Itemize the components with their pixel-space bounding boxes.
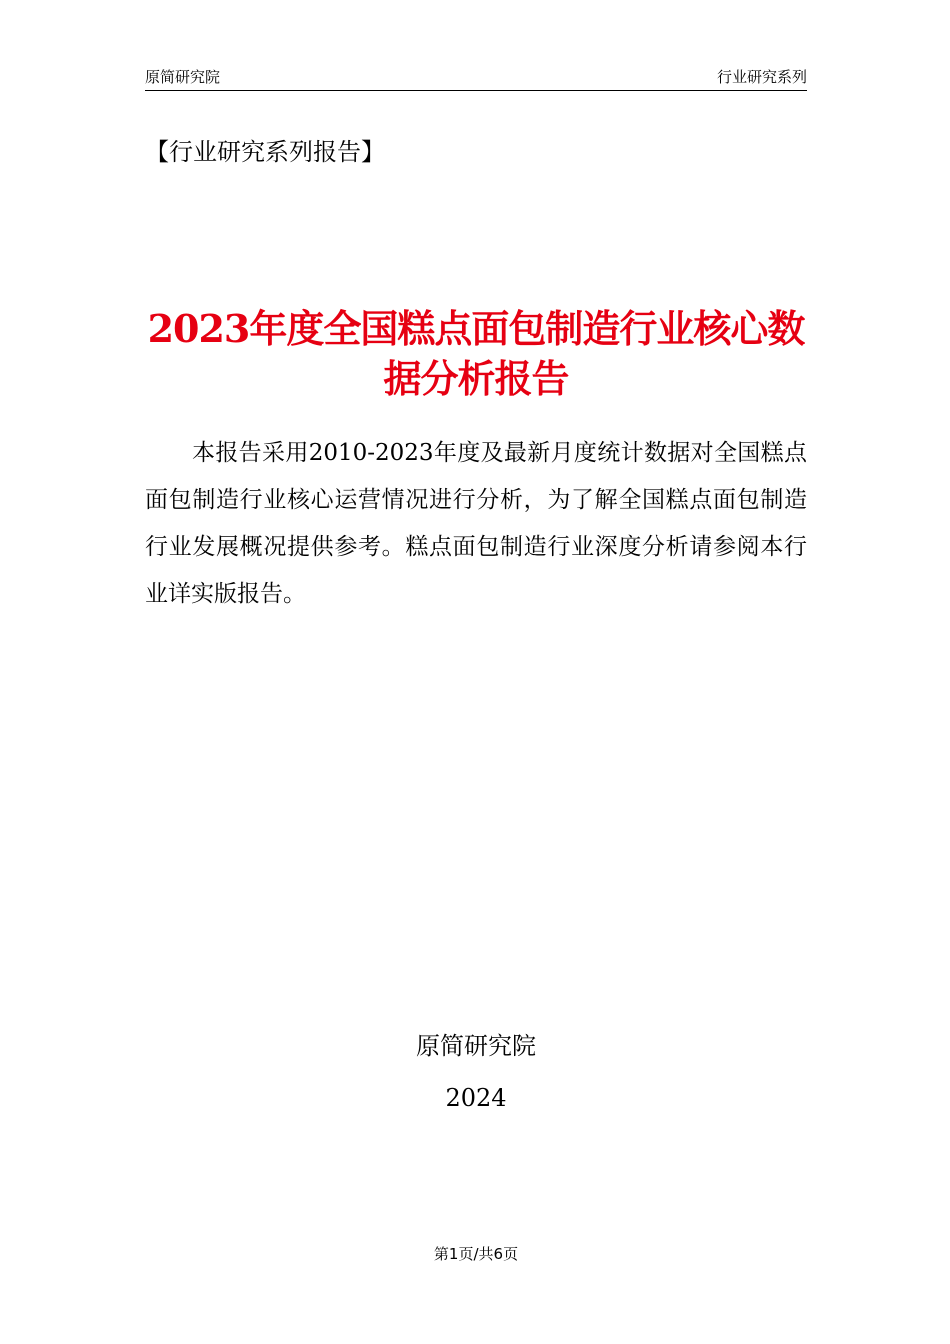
page-header — [145, 64, 807, 91]
series-tag: 【行业研究系列报告】 — [145, 138, 385, 166]
header-publisher: 原简研究院 — [145, 68, 221, 86]
report-title: 2023年度全国糕点面包制造行业核心数据分析报告 — [147, 306, 805, 401]
page-number: 第1页/共6页 — [433, 1245, 519, 1263]
publication-year: 2024 — [445, 1084, 507, 1112]
report-summary: 本报告采用2010-2023年度及最新月度统计数据对全国糕点面包制造行业核心运营情况进行分析，为了解全国糕点面包制造行业发展概况提供参考。糕点面包制造行业深度分析请参阅本行业详实版报告。 — [145, 440, 807, 607]
header-series: 行业研究系列 — [716, 68, 807, 86]
publisher-name: 原简研究院 — [416, 1032, 536, 1060]
